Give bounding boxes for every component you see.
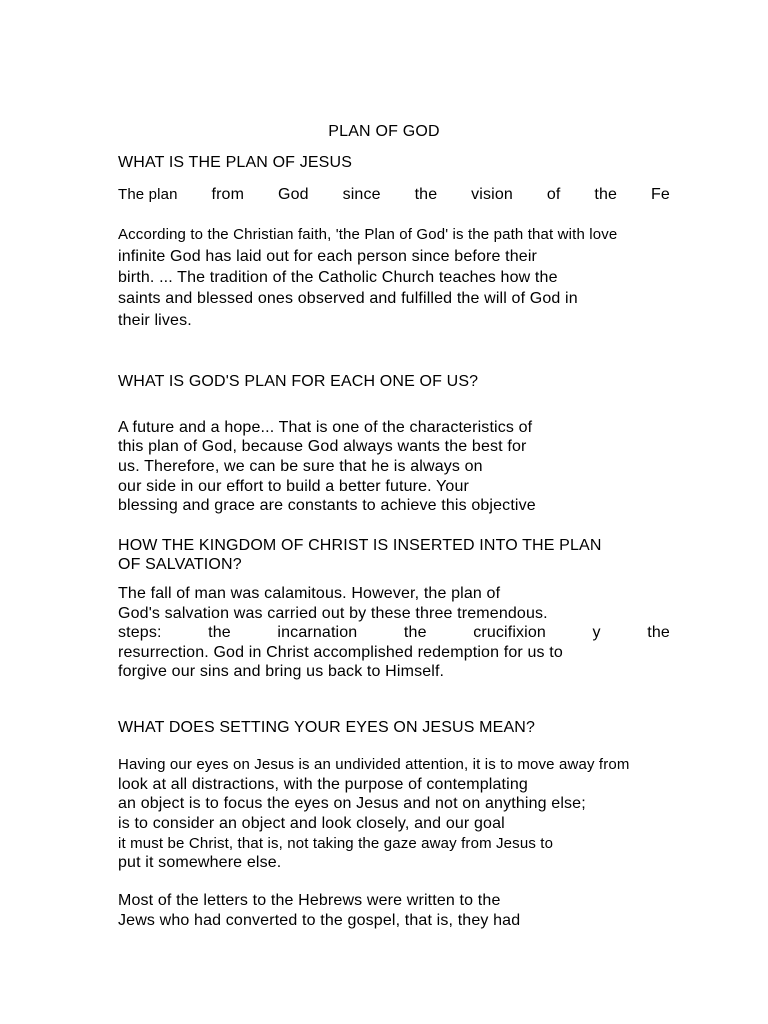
plan-line	[118, 185, 670, 205]
paragraph-line: The fall of man was calamitous. However, the plan of	[118, 585, 501, 602]
paragraph-line: look at all distractions, with the purpose of contemplating	[118, 776, 528, 793]
plan-line-word: the	[594, 186, 618, 203]
paragraph-line: us. Therefore, we can be sure that he is always on	[118, 458, 483, 475]
paragraph-line: Having our eyes on Jesus is an undivided attention, it is to move away from	[118, 756, 630, 773]
paragraph-line: put it somewhere else.	[118, 854, 282, 871]
plan-line-word: since	[342, 186, 381, 203]
paragraph-line: According to the Christian faith, 'the Plan of God' is the path that with love	[118, 226, 618, 243]
plan-line-word: God	[277, 186, 309, 203]
paragraph-line: forgive our sins and bring us back to Himself.	[118, 663, 445, 680]
paragraph-line: it must be Christ, that is, not taking the gaze away from Jesus to	[118, 835, 554, 852]
paragraph-line: resurrection. God in Christ accomplished redemption for us to	[118, 644, 563, 661]
paragraph-line: God's salvation was carried out by these three tremendous.	[118, 605, 548, 622]
steps-word: steps:	[118, 624, 162, 641]
plan-line-word: vision	[471, 186, 513, 203]
steps-word: the	[647, 624, 670, 641]
paragraph-line: A future and a hope... That is one of the characteristics of	[118, 419, 533, 436]
plan-line-word: the	[414, 186, 438, 203]
paragraph-line: this plan of God, because God always wants the best for	[118, 438, 527, 455]
paragraph-line: saints and blessed ones observed and fulfilled the will of God in	[118, 290, 578, 307]
paragraph-line: Jews who had converted to the gospel, that is, they had	[118, 912, 521, 929]
heading-kingdom: OF SALVATION?	[118, 556, 242, 573]
steps-word: y	[592, 624, 601, 641]
steps-word: crucifixion	[473, 624, 546, 641]
heading-plan-of-jesus: WHAT IS THE PLAN OF JESUS	[118, 154, 353, 171]
document-title: PLAN OF GOD	[328, 123, 440, 140]
steps-word: incarnation	[277, 624, 358, 641]
paragraph-line: their lives.	[118, 312, 192, 329]
plan-line-prefix: The plan	[118, 186, 178, 203]
paragraph-line: Most of the letters to the Hebrews were written to the	[118, 892, 501, 909]
steps-line	[118, 623, 670, 643]
heading-eyes-on-jesus: WHAT DOES SETTING YOUR EYES ON JESUS MEAN?	[118, 719, 536, 736]
plan-line-word: from	[211, 186, 245, 203]
heading-kingdom: HOW THE KINGDOM OF CHRIST IS INSERTED INTO THE PLAN	[118, 537, 602, 554]
steps-word: the	[403, 624, 427, 641]
plan-line-word: of	[546, 186, 561, 203]
paragraph-line: infinite God has laid out for each person since before their	[118, 248, 538, 265]
paragraph-line: our side in our effort to build a better future. Your	[118, 478, 469, 495]
paragraph-line: an object is to focus the eyes on Jesus and not on anything else;	[118, 795, 586, 812]
plan-line-word: Fe	[651, 186, 670, 203]
paragraph-line: birth. ... The tradition of the Catholic Church teaches how the	[118, 269, 558, 286]
heading-gods-plan: WHAT IS GOD'S PLAN FOR EACH ONE OF US?	[118, 373, 479, 390]
steps-word: the	[208, 624, 231, 641]
paragraph-line: blessing and grace are constants to achieve this objective	[118, 497, 536, 514]
paragraph-line: is to consider an object and look closely, and our goal	[118, 815, 505, 832]
